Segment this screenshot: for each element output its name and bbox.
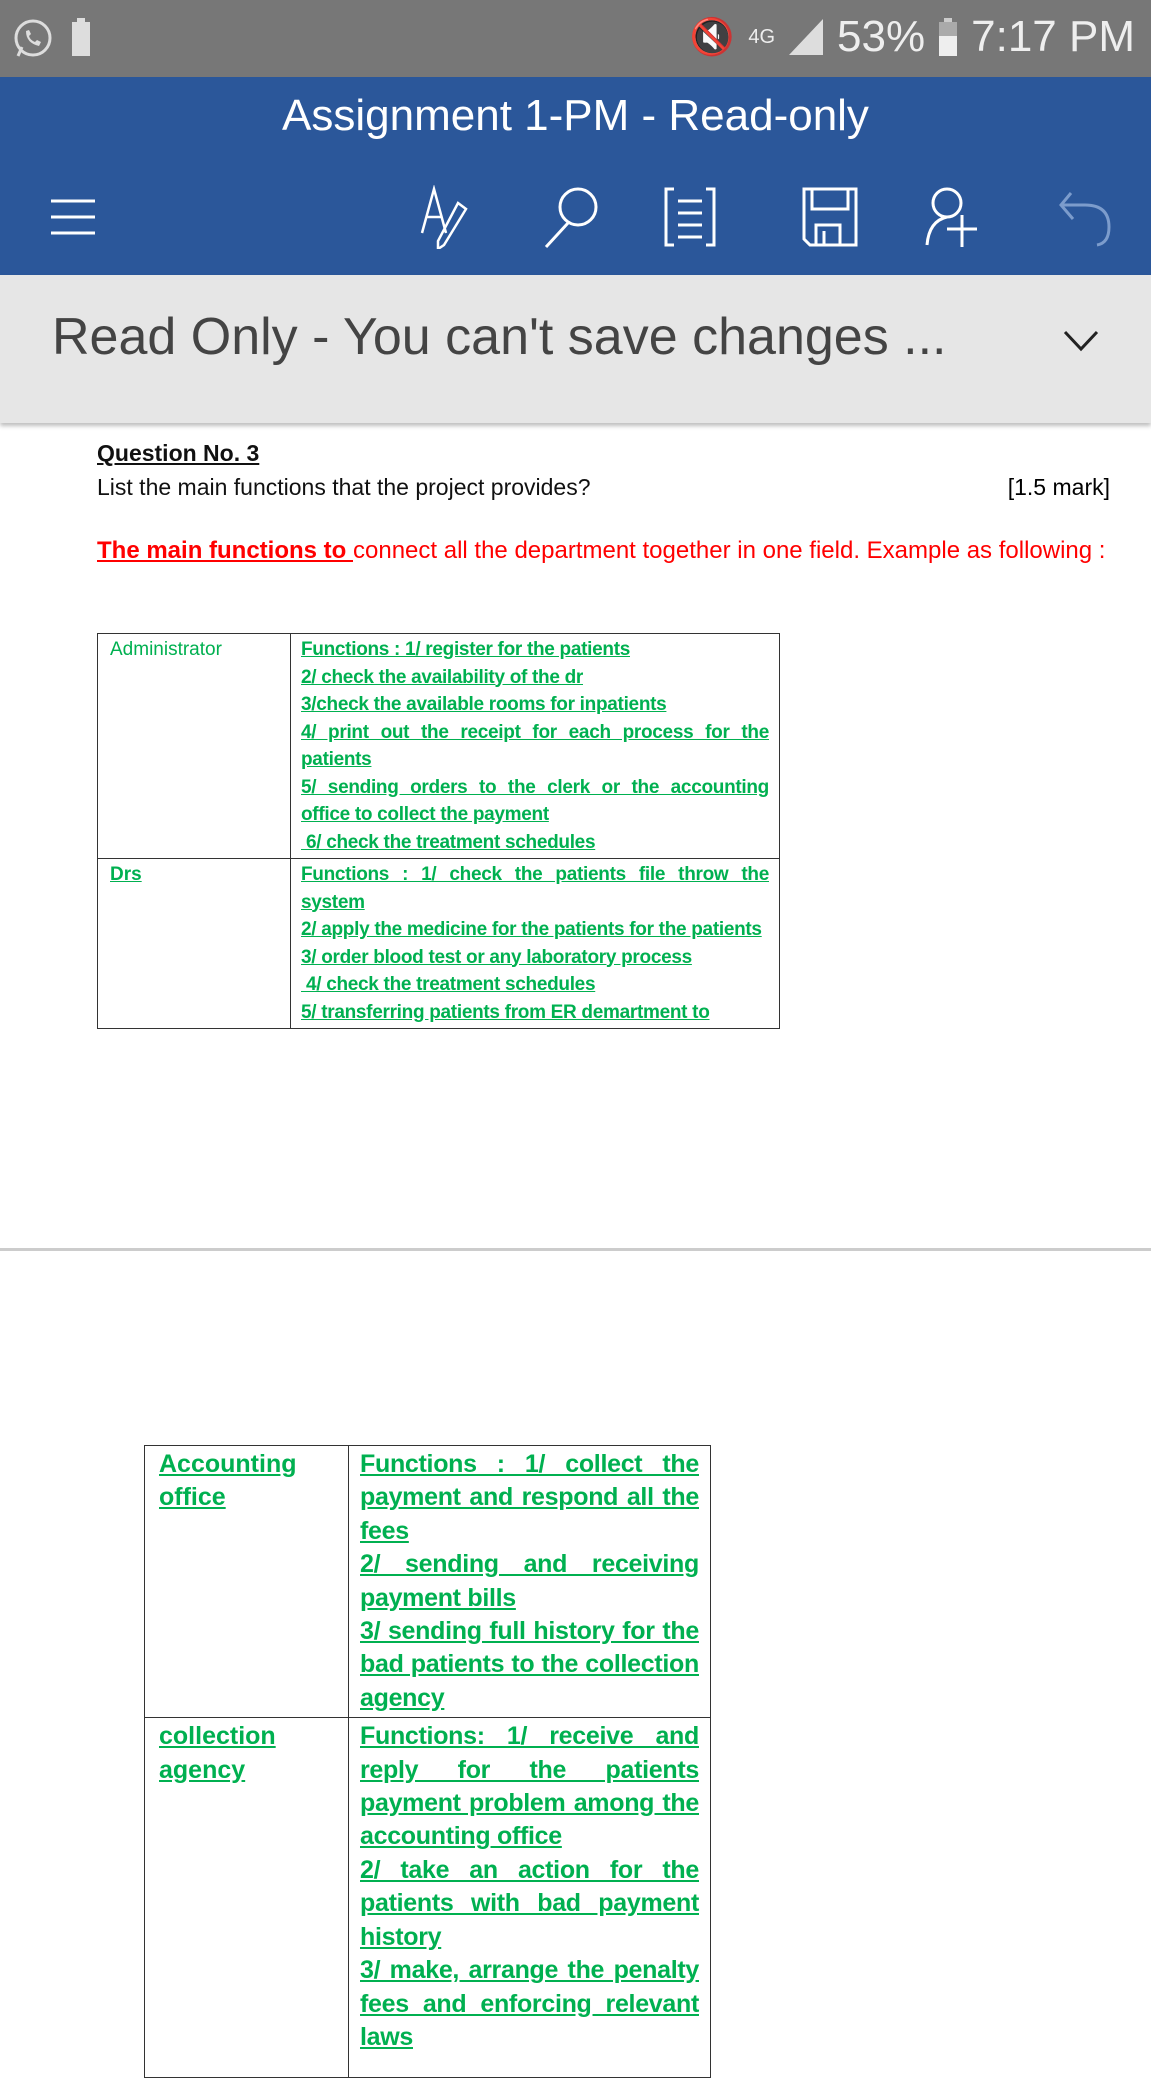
table-row xyxy=(145,1446,711,1718)
share-icon xyxy=(925,185,981,249)
function-item: Functions: 1/ receive and reply for the patients payment problem among the accounting office xyxy=(360,1722,699,1851)
question-text: List the main functions that the project provides? xyxy=(97,474,591,500)
clock: 7:17 PM xyxy=(971,12,1135,61)
reading-view-icon xyxy=(664,187,716,247)
function-item: 4/ check the treatment schedules xyxy=(301,974,596,995)
question-heading: Question No. 3 xyxy=(97,440,260,466)
function-item: 5/ transferring patients from ER demartment to xyxy=(301,1001,710,1023)
whatsapp-icon xyxy=(12,18,54,60)
function-item: Functions : 1/ collect the payment and respond all the fees xyxy=(360,1450,699,1545)
read-only-message: Read Only - You can't save changes ... xyxy=(52,308,947,366)
function-item: 2/ sending and receiving payment bills xyxy=(360,1550,699,1612)
table-row xyxy=(98,859,780,1029)
role-cell: Accounting office xyxy=(159,1450,297,1512)
functions-cell xyxy=(349,1446,711,1718)
page-break-divider xyxy=(0,1248,1151,1251)
function-item: 2/ apply the medicine for the patients for the patients xyxy=(301,919,762,940)
function-item: 3/ make, arrange the penalty fees and enforcing relevant laws xyxy=(360,1956,699,2051)
answer-paragraph xyxy=(97,534,1123,567)
function-item: 3/ order blood test or any laboratory process xyxy=(301,946,692,968)
save-icon xyxy=(802,187,858,247)
draw-button[interactable] xyxy=(410,177,480,257)
role-cell: Drs xyxy=(110,864,142,885)
functions-table-2 xyxy=(144,1445,711,2078)
read-only-banner[interactable] xyxy=(0,275,1151,423)
search-icon xyxy=(540,185,600,249)
battery-saver-icon xyxy=(72,18,90,56)
answer-text: connect all the department together in one field. Example as following : xyxy=(353,537,1106,564)
draw-icon xyxy=(420,185,470,249)
undo-icon xyxy=(1057,187,1113,247)
function-item: 5/ sending orders to the clerk or the accounting office to collect the payment xyxy=(301,776,769,825)
battery-icon xyxy=(939,18,957,56)
answer-underlined: The main functions to xyxy=(97,537,353,564)
function-item: 3/check the available rooms for inpatients xyxy=(301,694,667,715)
battery-percent: 53% xyxy=(837,12,926,61)
mute-icon: 🔇 xyxy=(689,16,735,57)
function-item: 2/ check the availability of the dr xyxy=(301,666,583,688)
question-mark-value: [1.5 mark] xyxy=(1007,474,1110,500)
table-row xyxy=(98,634,780,859)
role-cell: Administrator xyxy=(98,634,291,859)
table-row xyxy=(145,1718,711,2078)
function-item: Functions : 1/ register for the patients xyxy=(301,639,630,660)
function-item: 2/ take an action for the patients with bad payment history xyxy=(360,1855,699,1951)
function-item: 6/ check the treatment schedules xyxy=(301,831,596,853)
function-item: Functions : 1/ check the patients file throw the system xyxy=(301,864,769,913)
functions-table-1 xyxy=(97,633,780,1029)
functions-cell xyxy=(291,859,780,1029)
signal-icon xyxy=(789,19,823,55)
role-cell: collection agency xyxy=(159,1722,276,1784)
functions-cell xyxy=(291,634,780,859)
reading-view-button[interactable] xyxy=(655,177,725,257)
save-button[interactable] xyxy=(795,177,865,257)
function-item: 3/ sending full history for the bad patients to the collection agency xyxy=(360,1617,699,1712)
menu-button[interactable] xyxy=(38,177,108,257)
menu-icon xyxy=(49,197,97,237)
share-button[interactable] xyxy=(918,177,988,257)
undo-button[interactable] xyxy=(1050,177,1120,257)
search-button[interactable] xyxy=(535,177,605,257)
functions-cell xyxy=(349,1718,711,2078)
function-item: 4/ print out the receipt for each process for the patients xyxy=(301,721,769,770)
network-type: 4G xyxy=(748,26,776,48)
document-title: Assignment 1-PM - Read-only xyxy=(282,91,869,140)
app-bar xyxy=(0,77,1151,275)
status-bar xyxy=(0,0,1151,77)
chevron-down-icon[interactable] xyxy=(1063,330,1099,352)
